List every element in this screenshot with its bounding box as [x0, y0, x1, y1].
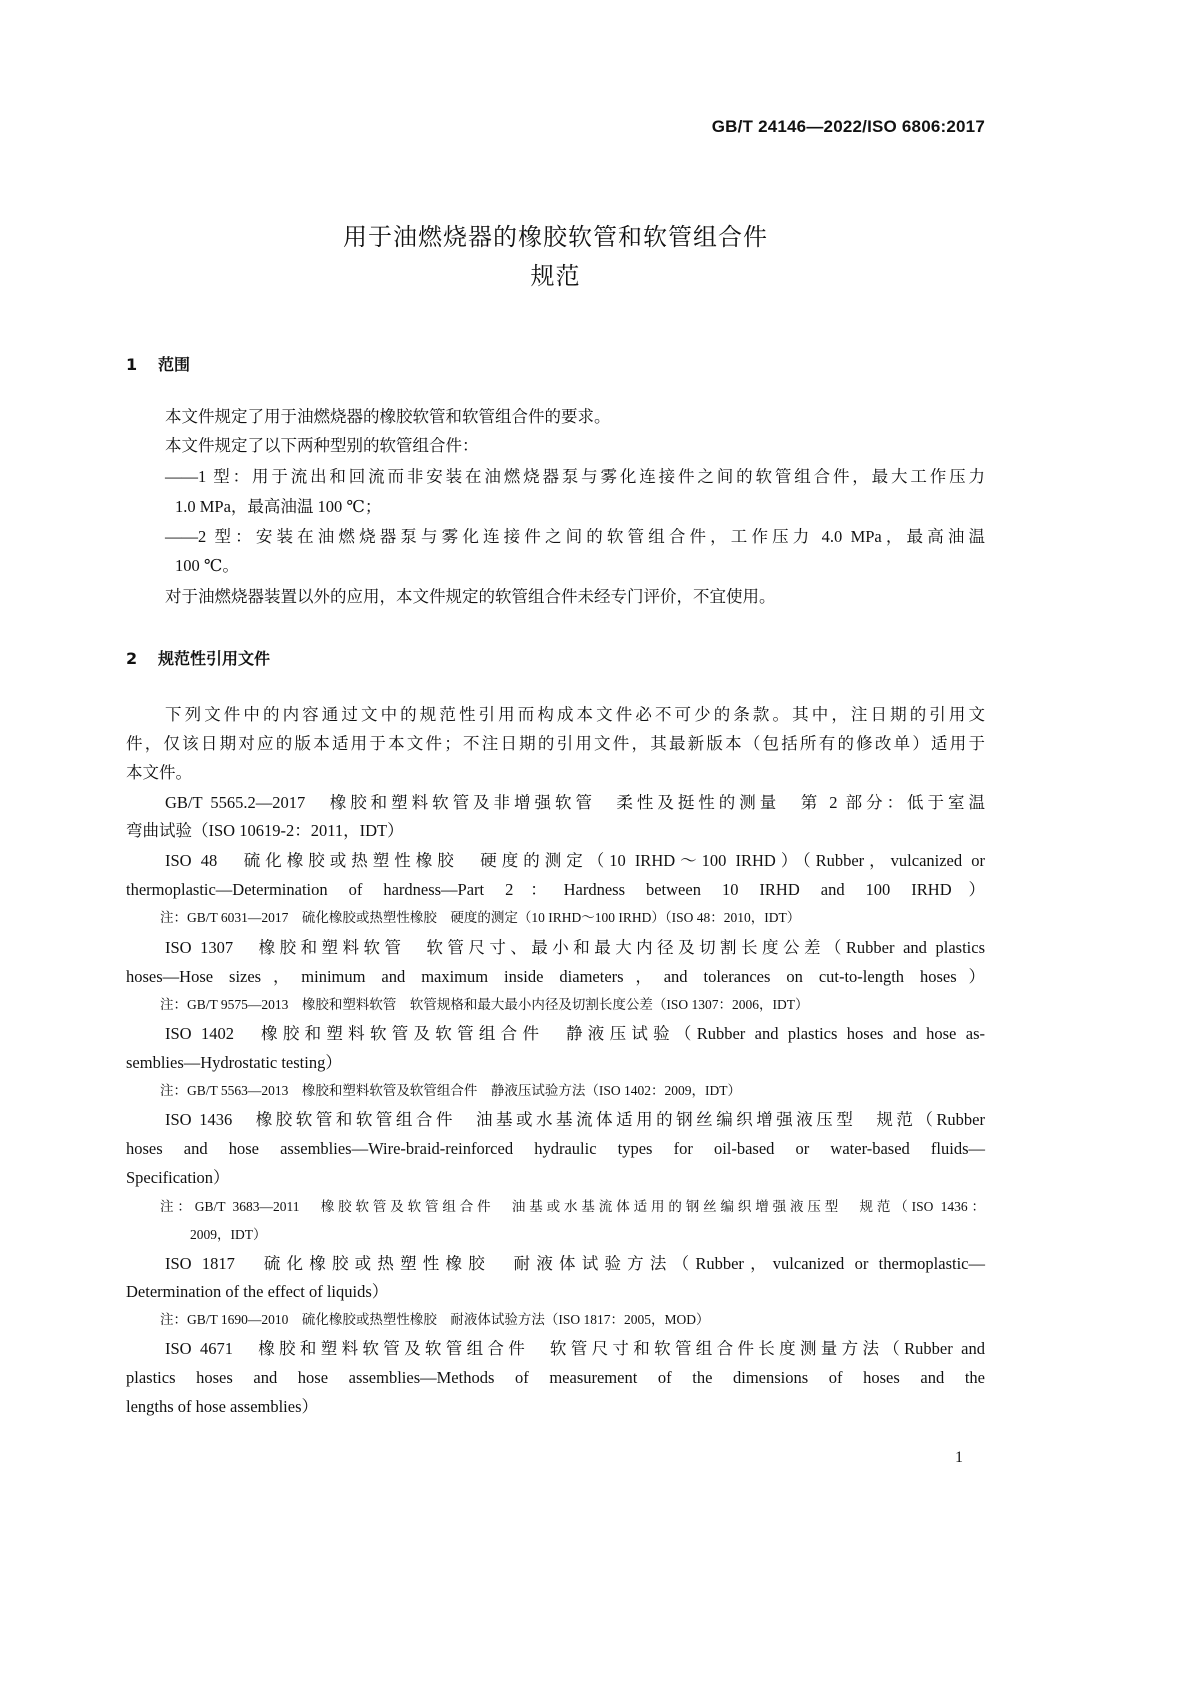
reference-line: GB/T 5565.2—2017 橡胶和塑料软管及非增强软管 柔性及挺性的测量 第 2 部分：低于室温 [165, 793, 985, 812]
paragraph-line: 下列文件中的内容通过文中的规范性引用而构成本文件必不可少的条款。其中，注日期的引用文 [165, 705, 985, 724]
paragraph-line: 本文件。 [126, 763, 192, 782]
section-heading-normative-references [126, 646, 270, 669]
reference-note: 注：GB/T 9575—2013 橡胶和塑料软管 软管规格和最大最小内径及切割长度公差（ISO 1307：2006，IDT） [160, 997, 809, 1012]
document-title-line-1: 用于油燃烧器的橡胶软管和软管组合件 [343, 223, 768, 251]
reference-line: ISO 1307 橡胶和塑料软管 软管尺寸、最小和最大内径及切割长度公差（Rubber and plastics [165, 938, 985, 957]
section-number: 1 [126, 355, 138, 374]
section-heading-scope [126, 352, 190, 375]
reference-line: 弯曲试验（ISO 10619-2：2011，IDT） [126, 821, 404, 840]
reference-line: hoses—Hose sizes，minimum and maximum inside diameters，and tolerances on cut-to-length hoses） [126, 967, 985, 986]
reference-line: thermoplastic—Determination of hardness—Part 2：Hardness between 10 IRHD and 100 IRHD） [126, 880, 985, 899]
list-item-line: 100 ℃。 [175, 556, 239, 575]
paragraph-line: 对于油燃烧器装置以外的应用，本文件规定的软管组合件未经专门评价，不宜使用。 [165, 587, 776, 606]
reference-line: hoses and hose assemblies—Wire-braid-reinforced hydraulic types for oil-based or water-based fluids— [126, 1139, 985, 1158]
list-item-line: ——1 型：用于流出和回流而非安装在油燃烧器泵与雾化连接件之间的软管组合件，最大工作压力 [165, 467, 985, 486]
reference-line: ISO 1436 橡胶软管和软管组合件 油基或水基流体适用的钢丝编织增强液压型 规范（Rubber [165, 1110, 985, 1129]
reference-note: 注：GB/T 1690—2010 硫化橡胶或热塑性橡胶 耐液体试验方法（ISO 1817：2005，MOD） [160, 1312, 710, 1327]
reference-line: ISO 1817 硫化橡胶或热塑性橡胶 耐液体试验方法（Rubber，vulcanized or thermoplastic— [165, 1254, 985, 1273]
reference-note: 注：GB/T 3683—2011 橡胶软管及软管组合件 油基或水基流体适用的钢丝编织增强液压型 规范（ISO 1436： [160, 1199, 985, 1214]
reference-note: 注：GB/T 5563—2013 橡胶和塑料软管及软管组合件 静液压试验方法（ISO 1402：2009，IDT） [160, 1083, 742, 1098]
reference-line: plastics hoses and hose assemblies—Methods of measurement of the dimensions of hoses and the [126, 1368, 985, 1387]
section-number: 2 [126, 649, 138, 668]
reference-line: ISO 4671 橡胶和塑料软管及软管组合件 软管尺寸和软管组合件长度测量方法（Rubber and [165, 1339, 985, 1358]
document-number-header: GB/T 24146—2022/ISO 6806:2017 [711, 117, 985, 136]
reference-line: ISO 1402 橡胶和塑料软管及软管组合件 静液压试验（Rubber and plastics hoses and hose as- [165, 1024, 985, 1043]
list-item-line: ——2 型：安装在油燃烧器泵与雾化连接件之间的软管组合件，工作压力 4.0 MPa，最高油温 [165, 527, 985, 546]
reference-line: semblies—Hydrostatic testing） [126, 1053, 342, 1072]
page-number: 1 [955, 1449, 963, 1466]
paragraph-line: 本文件规定了用于油燃烧器的橡胶软管和软管组合件的要求。 [165, 407, 611, 426]
section-title: 范围 [158, 355, 191, 374]
paragraph-line: 本文件规定了以下两种型别的软管组合件： [165, 436, 479, 455]
reference-line: Determination of the effect of liquids） [126, 1282, 389, 1301]
document-title-line-2: 规范 [530, 262, 581, 290]
paragraph-line: 件，仅该日期对应的版本适用于本文件；不注日期的引用文件，其最新版本（包括所有的修改单）适用于 [126, 734, 985, 753]
reference-line: Specification） [126, 1168, 230, 1187]
reference-line: ISO 48 硫化橡胶或热塑性橡胶 硬度的测定（10 IRHD～100 IRHD）（Rubber，vulcanized or [165, 851, 985, 870]
reference-note: 注：GB/T 6031—2017 硫化橡胶或热塑性橡胶 硬度的测定（10 IRHD～100 IRHD）（ISO 48：2010，IDT） [160, 910, 801, 925]
section-title: 规范性引用文件 [158, 649, 271, 668]
list-item-line: 1.0 MPa，最高油温 100 ℃； [175, 497, 382, 516]
reference-note: 2009，IDT） [190, 1227, 267, 1242]
reference-line: lengths of hose assemblies） [126, 1397, 319, 1416]
